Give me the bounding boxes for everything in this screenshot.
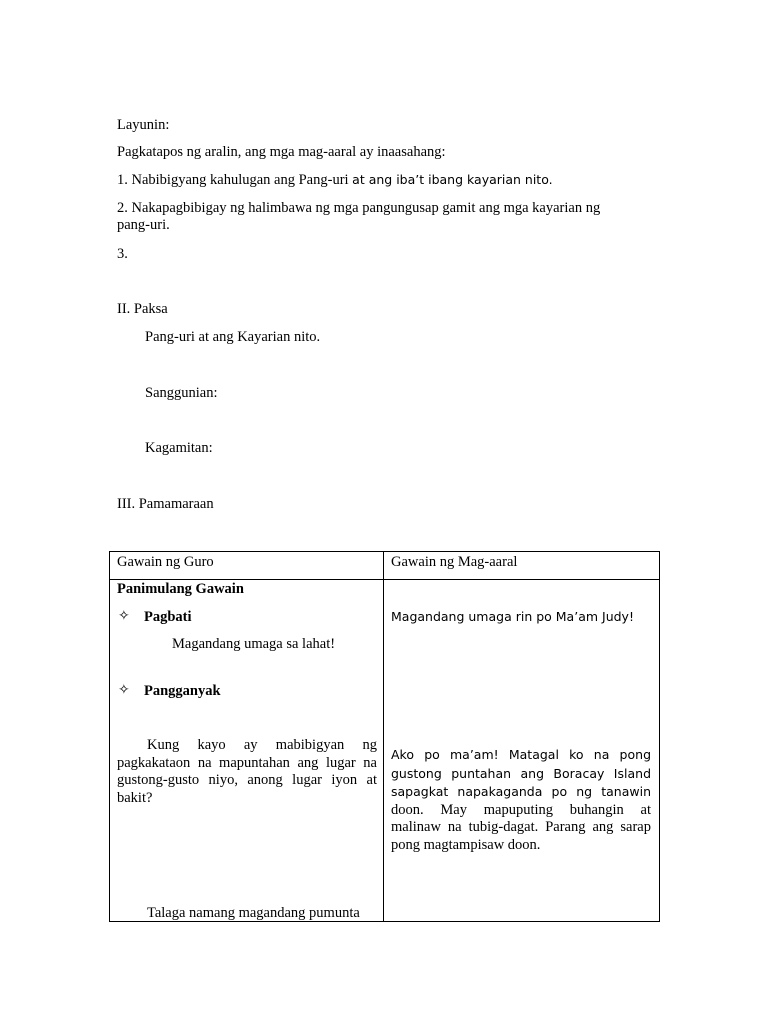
procedure-heading: III. Pamamaraan <box>117 496 214 512</box>
diamond-bullet-icon: ✧ <box>118 608 130 624</box>
objective-item-2-line-1: 2. Nakapagbibigay ng halimbawa ng mga pangungusap gamit ang mga kayarian ng <box>117 200 601 216</box>
table-header-row <box>110 552 660 580</box>
student-greeting: Magandang umaga rin po Ma’am Judy! <box>391 609 634 624</box>
topic-heading: II. Paksa <box>117 301 168 317</box>
teacher-followup: Talaga namang magandang pumunta <box>147 905 360 921</box>
table-row <box>110 580 660 922</box>
teacher-column-header: Gawain ng Guro <box>110 552 384 580</box>
section-title: Panimulang Gawain <box>117 581 244 597</box>
greeting-title: Pagbati <box>144 609 192 625</box>
teacher-question: Kung kayo ay mabibigyan ng pagkakataon na mapuntahan ang lugar na gustong-gusto niyo, anong lugar iyon at bakit? <box>117 737 377 806</box>
motivation-title: Pangganyak <box>144 683 221 699</box>
diamond-bullet-icon: ✧ <box>118 682 130 698</box>
student-answer-part-1: Ako po ma’am! Matagal ko na pong gustong puntahan ang Boracay Island sapagkat napakaganda po ng tanawin <box>391 747 651 799</box>
student-activity-cell <box>384 580 660 922</box>
reference-label: Sanggunian: <box>145 385 218 401</box>
topic-subject: Pang-uri at ang Kayarian nito. <box>145 329 321 345</box>
student-answer-part-2: doon. May mapuputing buhangin at malinaw na tubig-dagat. Parang ang sarap pong magtampisaw doon. <box>391 801 651 853</box>
teacher-greeting: Magandang umaga sa lahat! <box>172 636 336 652</box>
objectives-intro: Pagkatapos ng aralin, ang mga mag-aaral ay inaasahang: <box>117 144 446 160</box>
objective-item-1-main: 1. Nabibigyang kahulugan ang Pang-uri <box>117 172 353 188</box>
objective-item-1 <box>117 171 553 189</box>
objectives-heading: Layunin: <box>117 117 170 133</box>
student-column-header: Gawain ng Mag-aaral <box>384 552 660 580</box>
objective-item-3: 3. <box>117 246 128 262</box>
teacher-activity-cell <box>110 580 384 922</box>
materials-label: Kagamitan: <box>145 440 213 456</box>
objective-item-1-tail: at ang iba’t ibang kayarian nito. <box>352 172 553 187</box>
objective-item-2-line-2: pang-uri. <box>117 217 170 233</box>
lesson-plan-table <box>109 551 660 922</box>
student-answer <box>391 746 651 854</box>
